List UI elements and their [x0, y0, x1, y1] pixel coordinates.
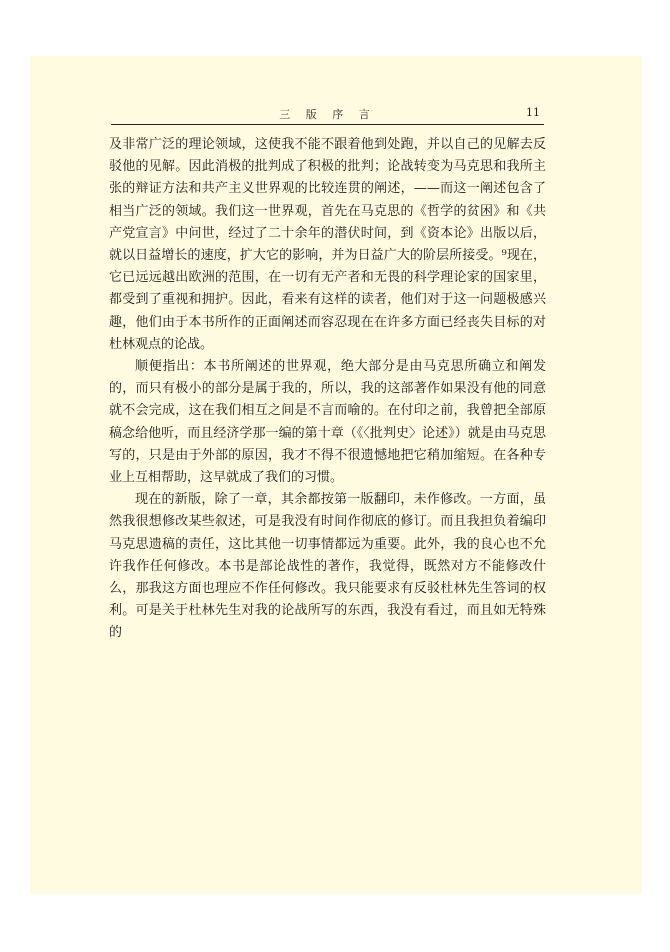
running-title: 三 版 序 言: [279, 108, 376, 121]
page-number: 11: [526, 106, 540, 119]
paragraph-2: 顺便指出：本书所阐述的世界观，绝大部分是由马克思所确立和阐发的，而只有极小的部分是属于我的，所以，我的这部著作如果没有他的同意就不会完成，这在我们相互之间是不言而喻的。在付印之前，我曾把全部原稿念给他听，而且经济学那一编的第十章（《〈批判史〉论述》）就是由马克思写的，只是由于外部的原因，我才不得不很遗憾地把它稍加缩短。在各种专业上互相帮助，这早就成了我们的习惯。: [109, 359, 546, 486]
paragraph-3: 现在的新版，除了一章，其余都按第一版翻印，未作修改。一方面，虽然我很想修改某些叙述，可是我没有时间作彻底的修订。而且我担负着编印马克思遗稿的责任，这比其他一切事情都远为重要。此外，我的良心也不允许我作任何修改。本书是部论战性的著作，我觉得，既然对方不能修改什么，那我这方面也理应不作任何修改。我只能要求有反驳杜林先生答词的权利。可是关于杜林先生对我的论战所写的东西，我没有看过，而且如无特殊的: [109, 492, 546, 641]
body-text: [109, 134, 546, 645]
page-header: [111, 104, 544, 125]
paragraph-1: 及非常广泛的理论领域，这使我不能不跟着他到处跑，并以自己的见解去反驳他的见解。因此消极的批判成了积极的批判；论战转变为马克思和我所主张的辩证方法和共产主义世界观的比较连贯的阐述，——而这一阐述包含了相当广泛的领域。我们这一世界观，首先在马克思的《哲学的贫困》和《共产党宣言》中问世，经过了二十余年的潜伏时间，到《资本论》出版以后，就以日益增长的速度，扩大它的影响，并为日益广大的阶层所接受。⁹现在，它已远远越出欧洲的范围，在一切有无产者和无畏的科学理论家的国家里，都受到了重视和拥护。因此，看来有这样的读者，他们对于这一问题极感兴趣，他们由于本书所作的正面阐述而容忍现在在许多方面已经丧失目标的对杜林观点的论战。: [109, 137, 546, 352]
